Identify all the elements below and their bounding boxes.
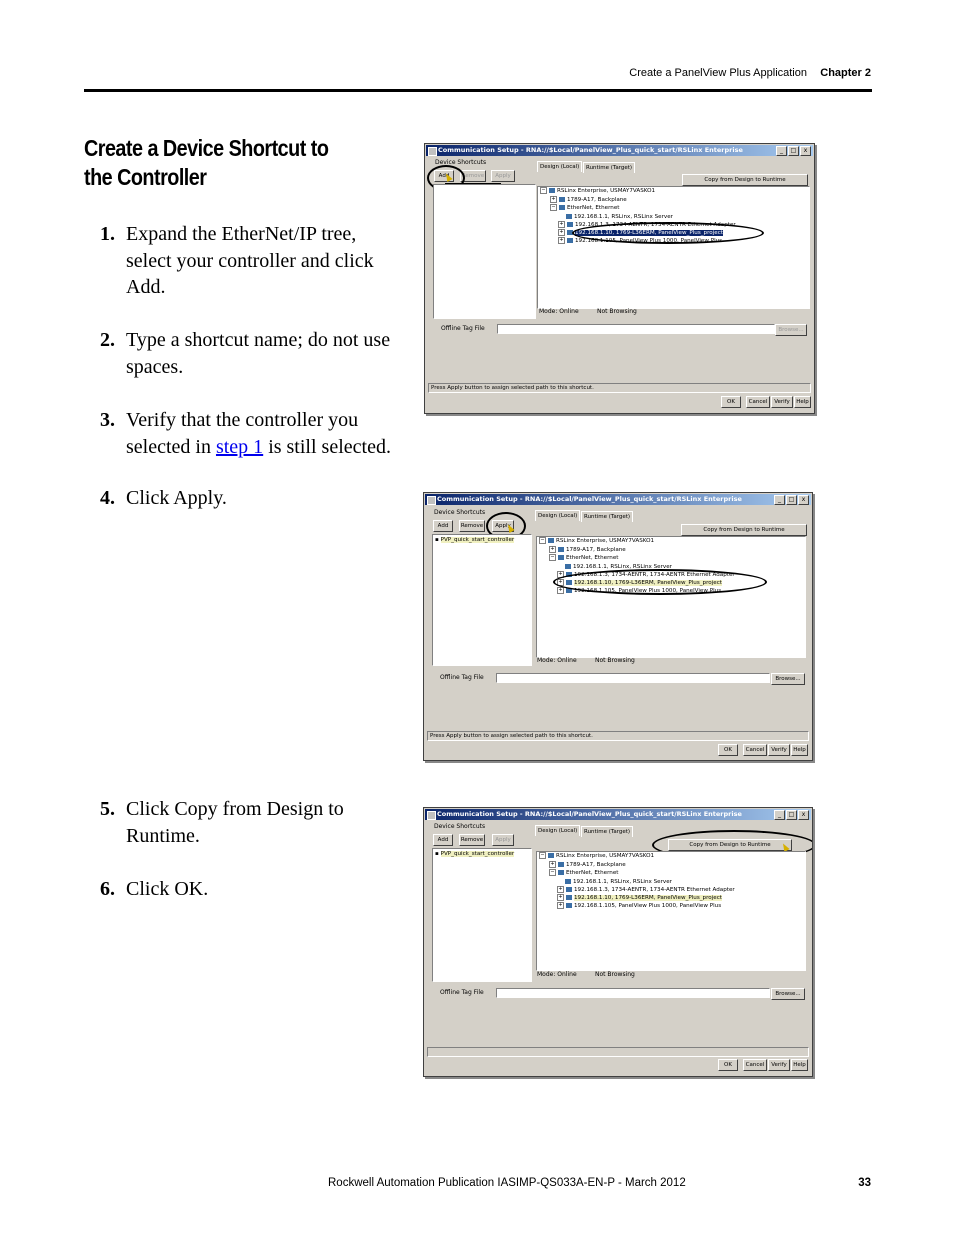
browsing-label: Not Browsing — [597, 308, 637, 315]
device-shortcuts-label: Device Shortcuts — [435, 159, 487, 166]
device-tree[interactable] — [536, 851, 806, 971]
device-tree[interactable] — [536, 536, 806, 658]
expand-icon[interactable]: + — [550, 546, 555, 552]
step-text-after: is still selected. — [263, 435, 391, 458]
device-shortcuts-label: Device Shortcuts — [434, 823, 486, 830]
expand-icon[interactable]: + — [558, 587, 563, 593]
cancel-button[interactable]: Cancel — [743, 1059, 767, 1071]
tree-node-root[interactable]: − RSLinx Enterprise, USMAY7VASKO1 — [540, 537, 655, 544]
browse-button[interactable]: Browse... — [775, 324, 807, 336]
expand-icon[interactable]: + — [558, 571, 563, 577]
add-button[interactable]: Add — [433, 834, 453, 846]
copy-design-to-runtime-button[interactable]: Copy from Design to Runtime — [682, 174, 808, 186]
adapter-icon — [567, 222, 573, 227]
network-icon — [559, 205, 565, 210]
cancel-button[interactable]: Cancel — [746, 396, 770, 408]
dialog-title: Communication Setup - RNA://$Local/PanelView_Plus_quick_start/RSLinx Enterprise — [437, 810, 742, 818]
shortcuts-list[interactable] — [433, 184, 536, 319]
browse-button[interactable]: Browse... — [771, 988, 805, 1000]
window-buttons — [776, 146, 811, 156]
offline-tag-field[interactable] — [496, 673, 770, 683]
dialog-titlebar — [425, 809, 811, 820]
dialog-screenshot-2 — [423, 492, 813, 761]
step-number: 4. — [100, 487, 115, 509]
tree-node-backplane[interactable]: + 1789-A17, Backplane — [551, 196, 627, 203]
expand-icon[interactable]: + — [551, 196, 556, 202]
tree-node-root[interactable]: − RSLinx Enterprise, USMAY7VASKO1 — [540, 852, 655, 859]
ok-button[interactable]: OK — [721, 396, 741, 408]
maximize-icon[interactable]: □ — [788, 146, 799, 156]
add-button[interactable]: Add — [433, 520, 453, 532]
tree-node-ethernet[interactable]: − EtherNet, Ethernet — [550, 554, 619, 561]
cancel-button[interactable]: Cancel — [743, 744, 767, 756]
step-text: Click Apply. — [126, 487, 227, 509]
remove-button[interactable]: Remove — [459, 834, 485, 846]
step-number: 2. — [100, 329, 115, 351]
help-button[interactable]: Help — [791, 744, 808, 756]
backplane-icon — [558, 547, 564, 552]
header-rule — [84, 89, 872, 92]
expand-icon[interactable]: + — [559, 229, 564, 235]
tree-node-controller[interactable]: + 192.168.1.10, 1769-L36ERM, PanelView_Plus_project — [559, 229, 723, 236]
verify-button[interactable]: Verify — [771, 396, 793, 408]
tree-node-controller[interactable]: + 192.168.1.10, 1769-L36ERM, PanelView_Plus_project — [558, 894, 722, 901]
step-number: 3. — [100, 409, 115, 431]
device-tree[interactable] — [537, 186, 810, 309]
network-icon — [558, 870, 564, 875]
tree-node-adapter[interactable]: + 192.168.1.3, 1734-AENTR, 1734-AENTR Ethernet Adapter — [559, 221, 736, 228]
expand-icon[interactable]: + — [558, 894, 563, 900]
tab-design[interactable]: Design (Local) — [537, 161, 582, 172]
backplane-icon — [558, 862, 564, 867]
collapse-icon[interactable]: − — [541, 187, 546, 193]
tree-node-server[interactable]: 192.168.1.1, RSLinx, RSLinx Server — [565, 563, 672, 571]
remove-button[interactable]: Remove — [459, 520, 485, 532]
shortcut-item[interactable]: ▪ PVP_quick_start_controller — [435, 851, 515, 857]
step-text: Click Copy from Design to Runtime. — [126, 798, 344, 847]
mode-label: Mode: Online — [539, 308, 579, 315]
expand-icon[interactable]: + — [550, 861, 555, 867]
step-number: 1. — [100, 223, 115, 245]
tree-node-panelview[interactable]: + 192.168.1.105, PanelView Plus 1000, PanelView Plus — [559, 237, 723, 244]
tree-node-backplane[interactable]: + 1789-A17, Backplane — [550, 546, 626, 553]
highlight-circle — [553, 569, 767, 595]
section-title: Create a Device Shortcut to the Controller — [84, 135, 329, 190]
ok-button[interactable]: OK — [718, 744, 738, 756]
step-text: Click OK. — [126, 878, 209, 900]
step-text-before: Verify that the controller you selected in — [126, 409, 359, 458]
minimize-icon[interactable]: _ — [774, 495, 785, 505]
maximize-icon[interactable]: □ — [786, 810, 797, 820]
copy-design-to-runtime-button[interactable]: Copy from Design to Runtime — [681, 524, 807, 536]
footer-publication: Rockwell Automation Publication IASIMP-QS033A-EN-P - March 2012 — [328, 1177, 686, 1189]
status-bar: Press Apply button to assign selected path to this shortcut. — [427, 731, 809, 741]
apply-button[interactable]: Apply — [492, 520, 514, 532]
help-button[interactable]: Help — [794, 396, 811, 408]
step-text: Type a shortcut name; do not use spaces. — [126, 329, 391, 378]
tree-node-ethernet[interactable]: − EtherNet, Ethernet — [551, 204, 620, 211]
server-icon — [566, 214, 572, 219]
collapse-icon[interactable]: − — [540, 537, 545, 543]
status-bar: Press Apply button to assign selected path to this shortcut. — [428, 383, 811, 393]
tree-node-panelview[interactable]: + 192.168.1.105, PanelView Plus 1000, PanelView Plus — [558, 587, 722, 594]
tree-node-ethernet[interactable]: − EtherNet, Ethernet — [550, 869, 619, 876]
step-text: Expand the EtherNet/IP tree, select your controller and click Add. — [126, 223, 374, 298]
dialog-titlebar — [426, 145, 813, 156]
browse-button[interactable]: Browse... — [771, 673, 805, 685]
expand-icon[interactable]: + — [559, 221, 564, 227]
tree-node-adapter[interactable]: + 192.168.1.3, 1734-AENTR, 1734-AENTR Ethernet Adapter — [558, 571, 735, 578]
tree-node-server[interactable]: 192.168.1.1, RSLinx, RSLinx Server — [565, 878, 672, 886]
browsing-label: Not Browsing — [595, 971, 635, 978]
computer-icon — [548, 853, 554, 858]
computer-icon — [549, 188, 555, 193]
expand-icon[interactable]: + — [559, 237, 564, 243]
dialog-screenshot-3 — [423, 807, 813, 1077]
tab-runtime[interactable]: Runtime (Target) — [581, 826, 633, 837]
mode-label: Mode: Online — [537, 657, 577, 664]
expand-icon[interactable]: + — [558, 886, 563, 892]
minimize-icon[interactable]: _ — [774, 810, 785, 820]
browsing-label: Not Browsing — [595, 657, 635, 664]
apply-button[interactable]: Apply — [492, 834, 514, 846]
shortcut-item[interactable]: ▪ PVP_quick_start_controller — [435, 537, 515, 543]
collapse-icon[interactable]: − — [550, 554, 555, 560]
maximize-icon[interactable]: □ — [786, 495, 797, 505]
backplane-icon — [559, 197, 565, 202]
tree-node-backplane[interactable]: + 1789-A17, Backplane — [550, 861, 626, 868]
close-icon[interactable]: x — [800, 146, 811, 156]
highlight-circle — [572, 222, 764, 244]
offline-tag-label: Offline Tag File — [440, 674, 484, 681]
app-icon — [427, 496, 436, 505]
offline-tag-label: Offline Tag File — [441, 325, 485, 332]
server-icon — [565, 564, 571, 569]
page-number: 33 — [858, 1177, 871, 1189]
running-header-chapter: Chapter 2 — [820, 67, 871, 79]
step-text — [126, 407, 401, 460]
minimize-icon[interactable]: _ — [776, 146, 787, 156]
computer-icon — [548, 538, 554, 543]
verify-button[interactable]: Verify — [768, 1059, 790, 1071]
server-icon — [565, 879, 571, 884]
remove-button[interactable]: Remove — [460, 170, 486, 182]
dialog-titlebar — [425, 494, 811, 505]
tab-runtime[interactable]: Runtime (Target) — [581, 511, 633, 522]
apply-button[interactable]: Apply — [491, 170, 515, 182]
status-bar — [427, 1047, 809, 1057]
window-buttons — [774, 810, 809, 820]
add-button[interactable]: Add — [434, 170, 454, 182]
tree-node-server[interactable]: 192.168.1.1, RSLinx, RSLinx Server — [566, 213, 673, 221]
help-button[interactable]: Help — [791, 1059, 808, 1071]
panelview-icon — [566, 903, 572, 908]
collapse-icon[interactable]: − — [540, 852, 545, 858]
offline-tag-field[interactable] — [496, 988, 770, 998]
dialog-screenshot-1 — [424, 143, 815, 414]
expand-icon[interactable]: + — [558, 902, 563, 908]
step-1-link[interactable]: step 1 — [215, 435, 264, 458]
tab-runtime[interactable]: Runtime (Target) — [583, 162, 635, 173]
app-icon — [427, 811, 436, 820]
verify-button[interactable]: Verify — [768, 744, 790, 756]
network-icon — [558, 555, 564, 560]
expand-icon[interactable]: + — [558, 579, 563, 585]
offline-tag-field[interactable] — [497, 324, 775, 334]
step-number: 5. — [100, 798, 115, 820]
offline-tag-label: Offline Tag File — [440, 989, 484, 996]
step-number: 6. — [100, 878, 115, 900]
copy-design-to-runtime-button[interactable]: Copy from Design to Runtime — [668, 839, 792, 851]
window-buttons — [774, 495, 809, 505]
app-icon — [428, 147, 437, 156]
ok-button[interactable]: OK — [718, 1059, 738, 1071]
running-header-title: Create a PanelView Plus Application — [629, 67, 807, 79]
dialog-title: Communication Setup - RNA://$Local/PanelView_Plus_quick_start/RSLinx Enterprise — [438, 146, 743, 154]
tab-design[interactable]: Design (Local) — [535, 510, 580, 521]
tab-design[interactable]: Design (Local) — [535, 825, 580, 836]
tree-node-adapter[interactable]: + 192.168.1.3, 1734-AENTR, 1734-AENTR Ethernet Adapter — [558, 886, 735, 893]
panelview-icon — [567, 238, 573, 243]
tree-node-root[interactable]: − RSLinx Enterprise, USMAY7VASKO1 — [541, 187, 656, 194]
close-icon[interactable]: x — [798, 810, 809, 820]
collapse-icon[interactable]: − — [550, 869, 555, 875]
dialog-title: Communication Setup - RNA://$Local/PanelView_Plus_quick_start/RSLinx Enterprise — [437, 495, 742, 503]
tree-node-panelview[interactable]: + 192.168.1.105, PanelView Plus 1000, PanelView Plus — [558, 902, 722, 909]
device-shortcuts-label: Device Shortcuts — [434, 509, 486, 516]
tree-node-controller[interactable]: + 192.168.1.10, 1769-L36ERM, PanelView_Plus_project — [558, 579, 722, 586]
close-icon[interactable]: x — [798, 495, 809, 505]
adapter-icon — [566, 887, 572, 892]
shortcuts-list[interactable] — [432, 534, 532, 666]
controller-icon — [566, 895, 572, 900]
shortcuts-list[interactable] — [432, 848, 532, 982]
mode-label: Mode: Online — [537, 971, 577, 978]
collapse-icon[interactable]: − — [551, 204, 556, 210]
